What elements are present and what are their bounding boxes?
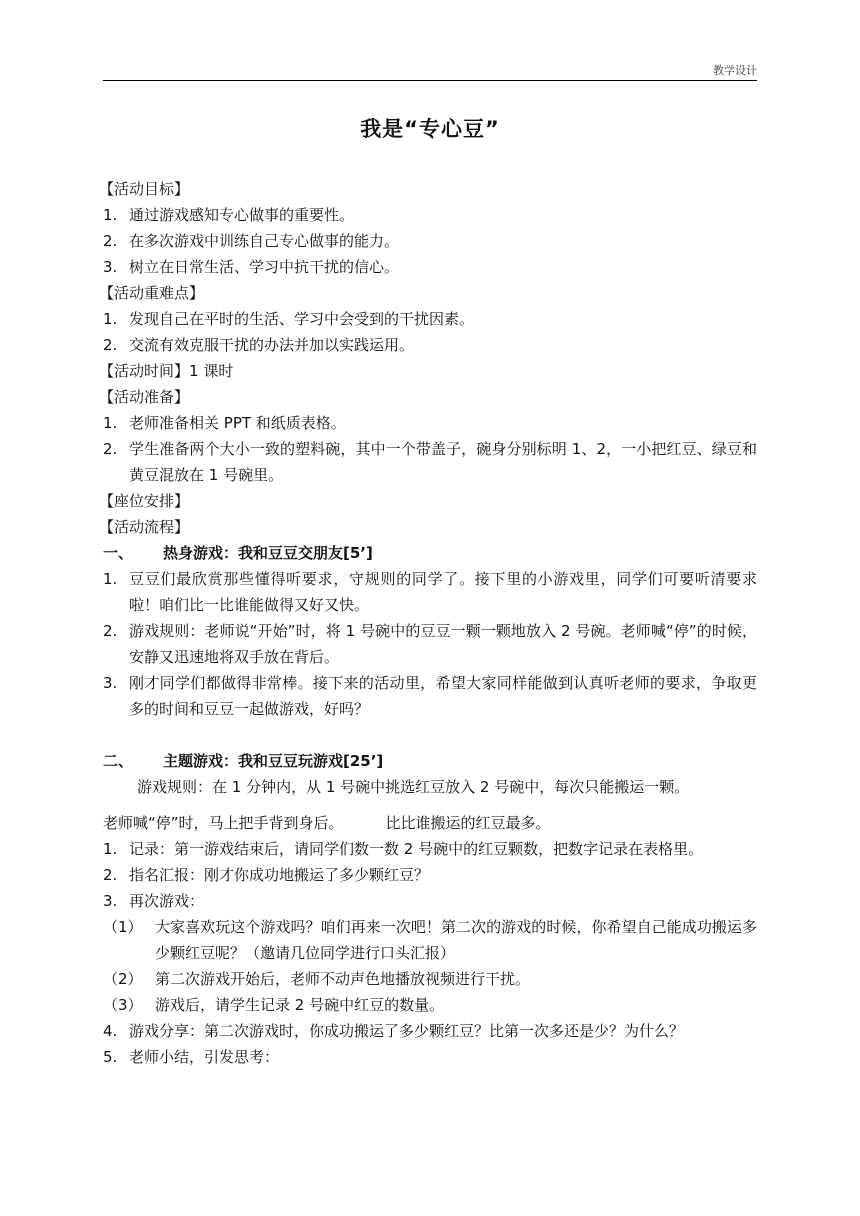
list-item xyxy=(103,888,757,914)
list-text: 树立在日常生活、学习中抗干扰的信心。 xyxy=(129,258,400,276)
prep-item xyxy=(103,436,757,488)
prep-item xyxy=(103,410,757,436)
list-number: 2. xyxy=(103,232,118,250)
sub-list-text: 大家喜欢玩这个游戏吗？咱们再来一次吧！第二次的游戏的时候，你希望自己能成功搬运多少颗红豆呢？（邀请几位同学进行口头汇报） xyxy=(155,918,757,962)
sub-list-number: （3） xyxy=(103,996,143,1014)
section-heading xyxy=(103,540,757,566)
list-text: 老师小结，引发思考： xyxy=(129,1048,280,1066)
list-item xyxy=(103,1018,757,1044)
sub-list-text: 第二次游戏开始后，老师不动声色地播放视频进行干扰。 xyxy=(155,970,531,988)
section-title: 主题游戏：我和豆豆玩游戏[25’] xyxy=(163,752,384,770)
list-text: 交流有效克服干扰的办法并加以实践运用。 xyxy=(129,336,415,354)
time-value: 1 课时 xyxy=(189,362,234,380)
sub-list-number: （2） xyxy=(103,970,143,988)
goal-item xyxy=(103,202,757,228)
list-item xyxy=(103,1044,757,1070)
list-number: 3. xyxy=(103,892,118,910)
sub-list-item xyxy=(103,966,757,992)
goal-item xyxy=(103,228,757,254)
list-number: 2. xyxy=(103,336,118,354)
key-point-item xyxy=(103,306,757,332)
goals-heading: 【活动目标】 xyxy=(99,180,190,198)
list-text: 学生准备两个大小一致的塑料碗，其中一个带盖子，碗身分别标明 1、2，一小把红豆、绿豆和黄豆混放在 1 号碗里。 xyxy=(129,440,757,484)
list-number: 2. xyxy=(103,440,118,458)
list-item xyxy=(103,670,757,722)
list-text: 在多次游戏中训练自己专心做事的能力。 xyxy=(129,232,400,250)
section-number: 一、 xyxy=(103,544,134,562)
list-text: 豆豆们最欣赏那些懂得听要求，守规则的同学了。接下里的小游戏里，同学们可要听清要求啦！咱们比一比谁能做得又好又快。 xyxy=(129,570,757,614)
list-item xyxy=(103,836,757,862)
time-heading: 【活动时间】 xyxy=(99,362,190,380)
header-divider xyxy=(103,80,757,81)
sub-list-item xyxy=(103,992,757,1018)
list-number: 1. xyxy=(103,206,118,224)
section-number: 二、 xyxy=(103,752,134,770)
list-number: 1. xyxy=(103,310,118,328)
list-item xyxy=(103,566,757,618)
page-title: 我是“专心豆” xyxy=(360,117,500,141)
list-number: 1. xyxy=(103,570,118,588)
document-body xyxy=(99,176,757,1070)
list-text: 老师准备相关 PPT 和纸质表格。 xyxy=(129,414,346,432)
sub-list-text: 游戏后，请学生记录 2 号碗中红豆的数量。 xyxy=(155,996,445,1014)
list-number: 5. xyxy=(103,1048,118,1066)
sub-list-number: （1） xyxy=(103,918,143,936)
key-point-item xyxy=(103,332,757,358)
rule-text: 老师喊“停”时，马上把手背到身后。 xyxy=(103,814,344,832)
list-item xyxy=(103,618,757,670)
list-number: 2. xyxy=(103,622,118,640)
list-number: 4. xyxy=(103,1022,118,1040)
list-number: 1. xyxy=(103,840,118,858)
list-text: 指名汇报：刚才你成功地搬运了多少颗红豆？ xyxy=(129,866,430,884)
list-text: 通过游戏感知专心做事的重要性。 xyxy=(129,206,355,224)
list-text: 记录：第一游戏结束后，请同学们数一数 2 号碗中的红豆颗数，把数字记录在表格里。 xyxy=(129,840,704,858)
sub-list-item xyxy=(103,914,757,966)
time-row xyxy=(99,358,757,384)
game-rules-line xyxy=(103,810,757,836)
list-number: 2. xyxy=(103,866,118,884)
prep-heading: 【活动准备】 xyxy=(99,388,190,406)
spacer xyxy=(103,722,757,748)
section-heading xyxy=(103,748,757,774)
spacer xyxy=(103,800,757,810)
list-number: 3. xyxy=(103,674,118,692)
list-text: 游戏分享：第二次游戏时，你成功搬运了多少颗红豆？比第一次多还是少？为什么？ xyxy=(129,1022,685,1040)
header-label: 教学设计 xyxy=(713,64,757,77)
list-text: 再次游戏： xyxy=(129,892,205,910)
list-text: 刚才同学们都做得非常棒。接下来的活动里，希望大家同样能做到认真听老师的要求，争取更多的时间和豆豆一起做游戏，好吗？ xyxy=(129,674,757,718)
process-heading: 【活动流程】 xyxy=(99,518,190,536)
list-number: 3. xyxy=(103,258,118,276)
rule-text: 比比谁搬运的红豆最多。 xyxy=(385,814,551,832)
key-points-heading: 【活动重难点】 xyxy=(99,284,205,302)
section-title: 热身游戏：我和豆豆交朋友[5’] xyxy=(163,544,373,562)
list-number: 1. xyxy=(103,414,118,432)
list-text: 游戏规则：老师说“开始”时，将 1 号碗中的豆豆一颗一颗地放入 2 号碗。老师喊“停”的时候，安静又迅速地将双手放在背后。 xyxy=(129,622,757,666)
list-item xyxy=(103,862,757,888)
goal-item xyxy=(103,254,757,280)
seating-heading: 【座位安排】 xyxy=(99,492,190,510)
game-rules-line: 游戏规则：在 1 分钟内，从 1 号碗中挑选红豆放入 2 号碗中，每次只能搬运一颗。 xyxy=(137,778,690,796)
list-text: 发现自己在平时的生活、学习中会受到的干扰因素。 xyxy=(129,310,475,328)
